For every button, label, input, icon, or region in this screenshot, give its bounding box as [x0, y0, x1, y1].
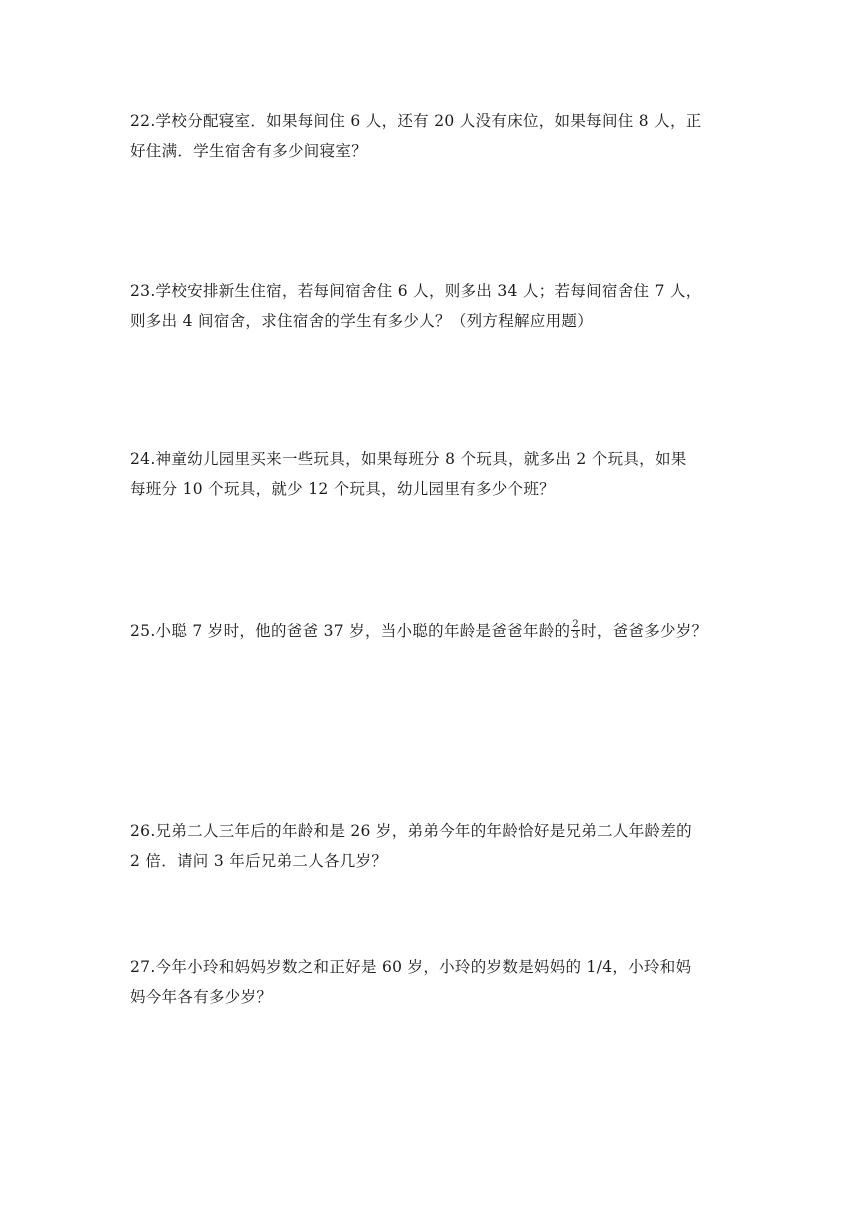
problem-26-line-2: 2 倍．请问 3 年后兄弟二人各几岁？ [130, 852, 388, 870]
problem-24-line-1: 24.神童幼儿园里买来一些玩具，如果每班分 8 个玩具，就多出 2 个玩具，如果 [130, 450, 687, 468]
problem-25-text-before: 25.小聪 7 岁时，他的爸爸 37 岁，当小聪的年龄是爸爸年龄的 [130, 622, 571, 640]
problem-23-line-1: 23.学校安排新生住宿，若每间宿舍住 6 人，则多出 34 人；若每间宿舍住 7 人， [130, 282, 702, 300]
problem-27-line-2: 妈今年各有多少岁？ [130, 988, 273, 1006]
fraction-numerator: 2 [572, 618, 580, 630]
problem-24-line-2: 每班分 10 个玩具，就少 12 个玩具，幼儿园里有多少个班？ [130, 480, 555, 498]
problem-25-text-after: 时，爸爸多少岁？ [581, 622, 708, 640]
problem-26-line-1: 26.兄弟二人三年后的年龄和是 26 岁，弟弟今年的年龄恰好是兄弟二人年龄差的 [130, 822, 692, 840]
fraction-denominator: 3 [572, 629, 580, 641]
problem-27-line-1: 27.今年小玲和妈妈岁数之和正好是 60 岁，小玲的岁数是妈妈的 1/4，小玲和妈 [130, 958, 692, 976]
problem-22 [130, 106, 730, 166]
problem-25-line-1 [130, 616, 730, 646]
problem-22-line-1: 22.学校分配寝室．如果每间住 6 人，还有 20 人没有床位，如果每间住 8 人，正 [130, 112, 702, 130]
problem-23-line-2: 则多出 4 间宿舍，求住宿舍的学生有多少人？（列方程解应用题） [130, 312, 594, 330]
problem-26 [130, 816, 730, 876]
problem-27 [130, 952, 730, 1012]
problem-22-line-2: 好住满．学生宿舍有多少间寝室？ [130, 142, 368, 160]
fraction-two-thirds [571, 620, 580, 641]
problem-23 [130, 276, 730, 336]
problem-24 [130, 444, 730, 504]
problem-25 [130, 616, 730, 646]
